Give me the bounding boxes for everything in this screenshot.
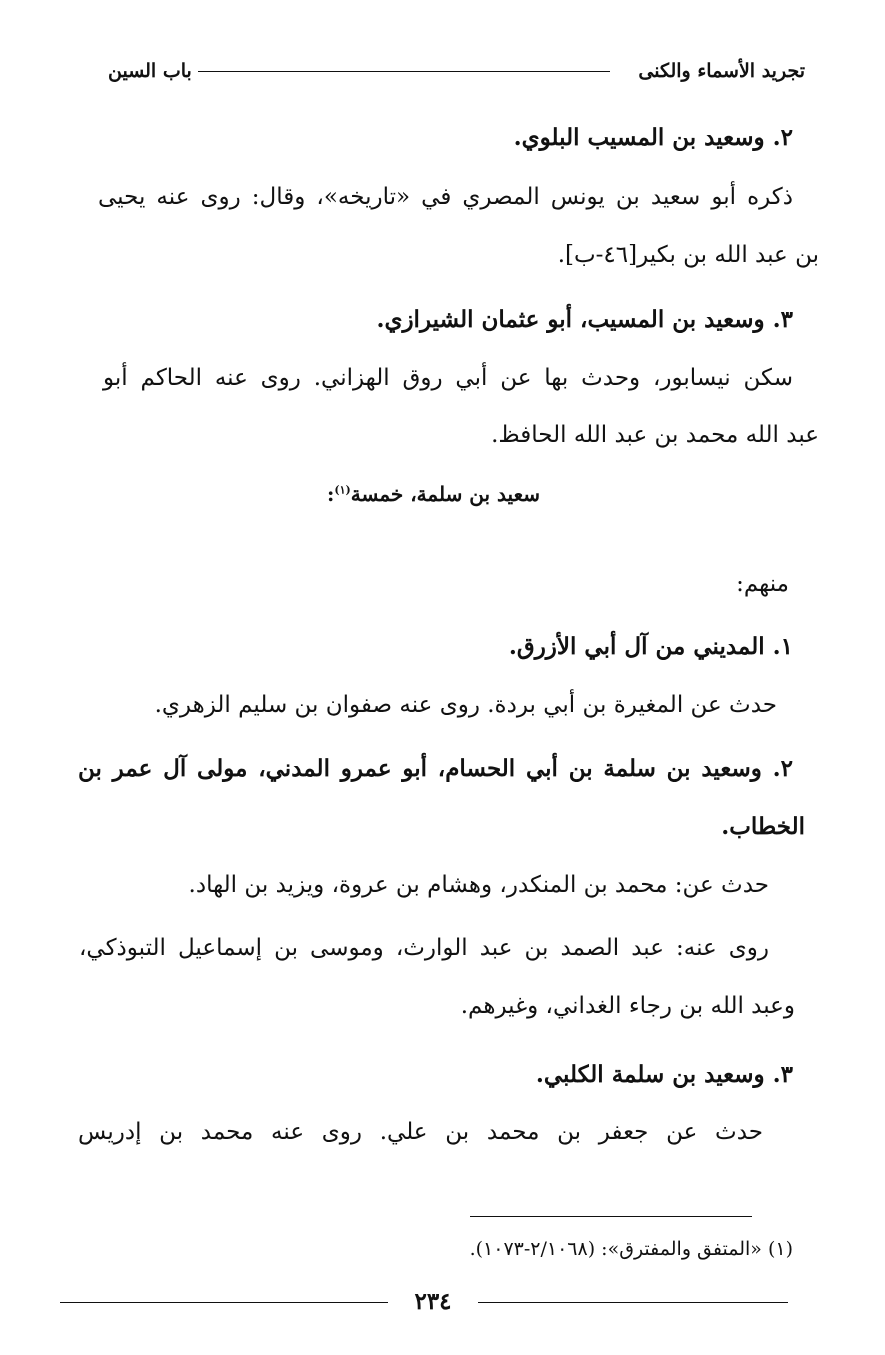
body-line: منهم: — [736, 571, 789, 597]
section-heading-colon: : — [327, 482, 335, 506]
body-line: عبد الله محمد بن عبد الله الحافظ. — [491, 422, 819, 448]
entry-heading: ٢. وسعيد بن المسيب البلوي. — [513, 124, 793, 151]
section-heading — [327, 484, 540, 504]
body-line: روى عنه: عبد الصمد بن عبد الوارث، وموسى بن إسماعيل التبوذكي، — [79, 935, 769, 961]
entry-heading: ٣. وسعيد بن المسيب، أبو عثمان الشيرازي. — [376, 306, 793, 333]
page-number: ٢٣٤ — [414, 1288, 452, 1315]
body-line: حدث عن المغيرة بن أبي بردة. روى عنه صفوان بن سليم الزهري. — [154, 692, 777, 718]
folio-rule-left — [60, 1302, 388, 1303]
body-line: بن عبد الله بن بكير[٤٦-ب]. — [557, 242, 819, 268]
running-header — [108, 60, 805, 90]
footnote: (١) «المتفق والمفترق»: (٢/١٠٦٨-١٠٧٣). — [469, 1238, 793, 1260]
body-line: حدث عن: محمد بن المنكدر، وهشام بن عروة، ويزيد بن الهاد. — [188, 872, 769, 898]
section-heading-text: سعيد بن سلمة، خمسة — [350, 482, 540, 506]
body-line: سكن نيسابور، وحدث بها عن أبي روق الهزاني. روى عنه الحاكم أبو — [103, 365, 793, 391]
entry-heading: ٢. وسعيد بن سلمة بن أبي الحسام، أبو عمرو المدني، مولى آل عمر بن — [78, 755, 793, 782]
section-title: باب السين — [108, 60, 192, 82]
footnote-rule — [470, 1216, 752, 1217]
folio-rule-right — [478, 1302, 788, 1303]
header-rule — [198, 71, 610, 72]
entry-heading: الخطاب. — [721, 813, 805, 840]
footnote-marker: (١) — [334, 483, 351, 497]
entry-heading: ١. المديني من آل أبي الأزرق. — [508, 633, 793, 660]
body-line: حدث عن جعفر بن محمد بن علي. روى عنه محمد بن إدريس — [78, 1119, 763, 1145]
body-line: ذكره أبو سعيد بن يونس المصري في «تاريخه»، وقال: روى عنه يحيى — [98, 184, 793, 210]
body-line: وعبد الله بن رجاء الغداني، وغيرهم. — [460, 993, 795, 1019]
entry-heading: ٣. وسعيد بن سلمة الكلبي. — [535, 1061, 793, 1088]
book-title: تجريد الأسماء والكنى — [638, 60, 805, 82]
